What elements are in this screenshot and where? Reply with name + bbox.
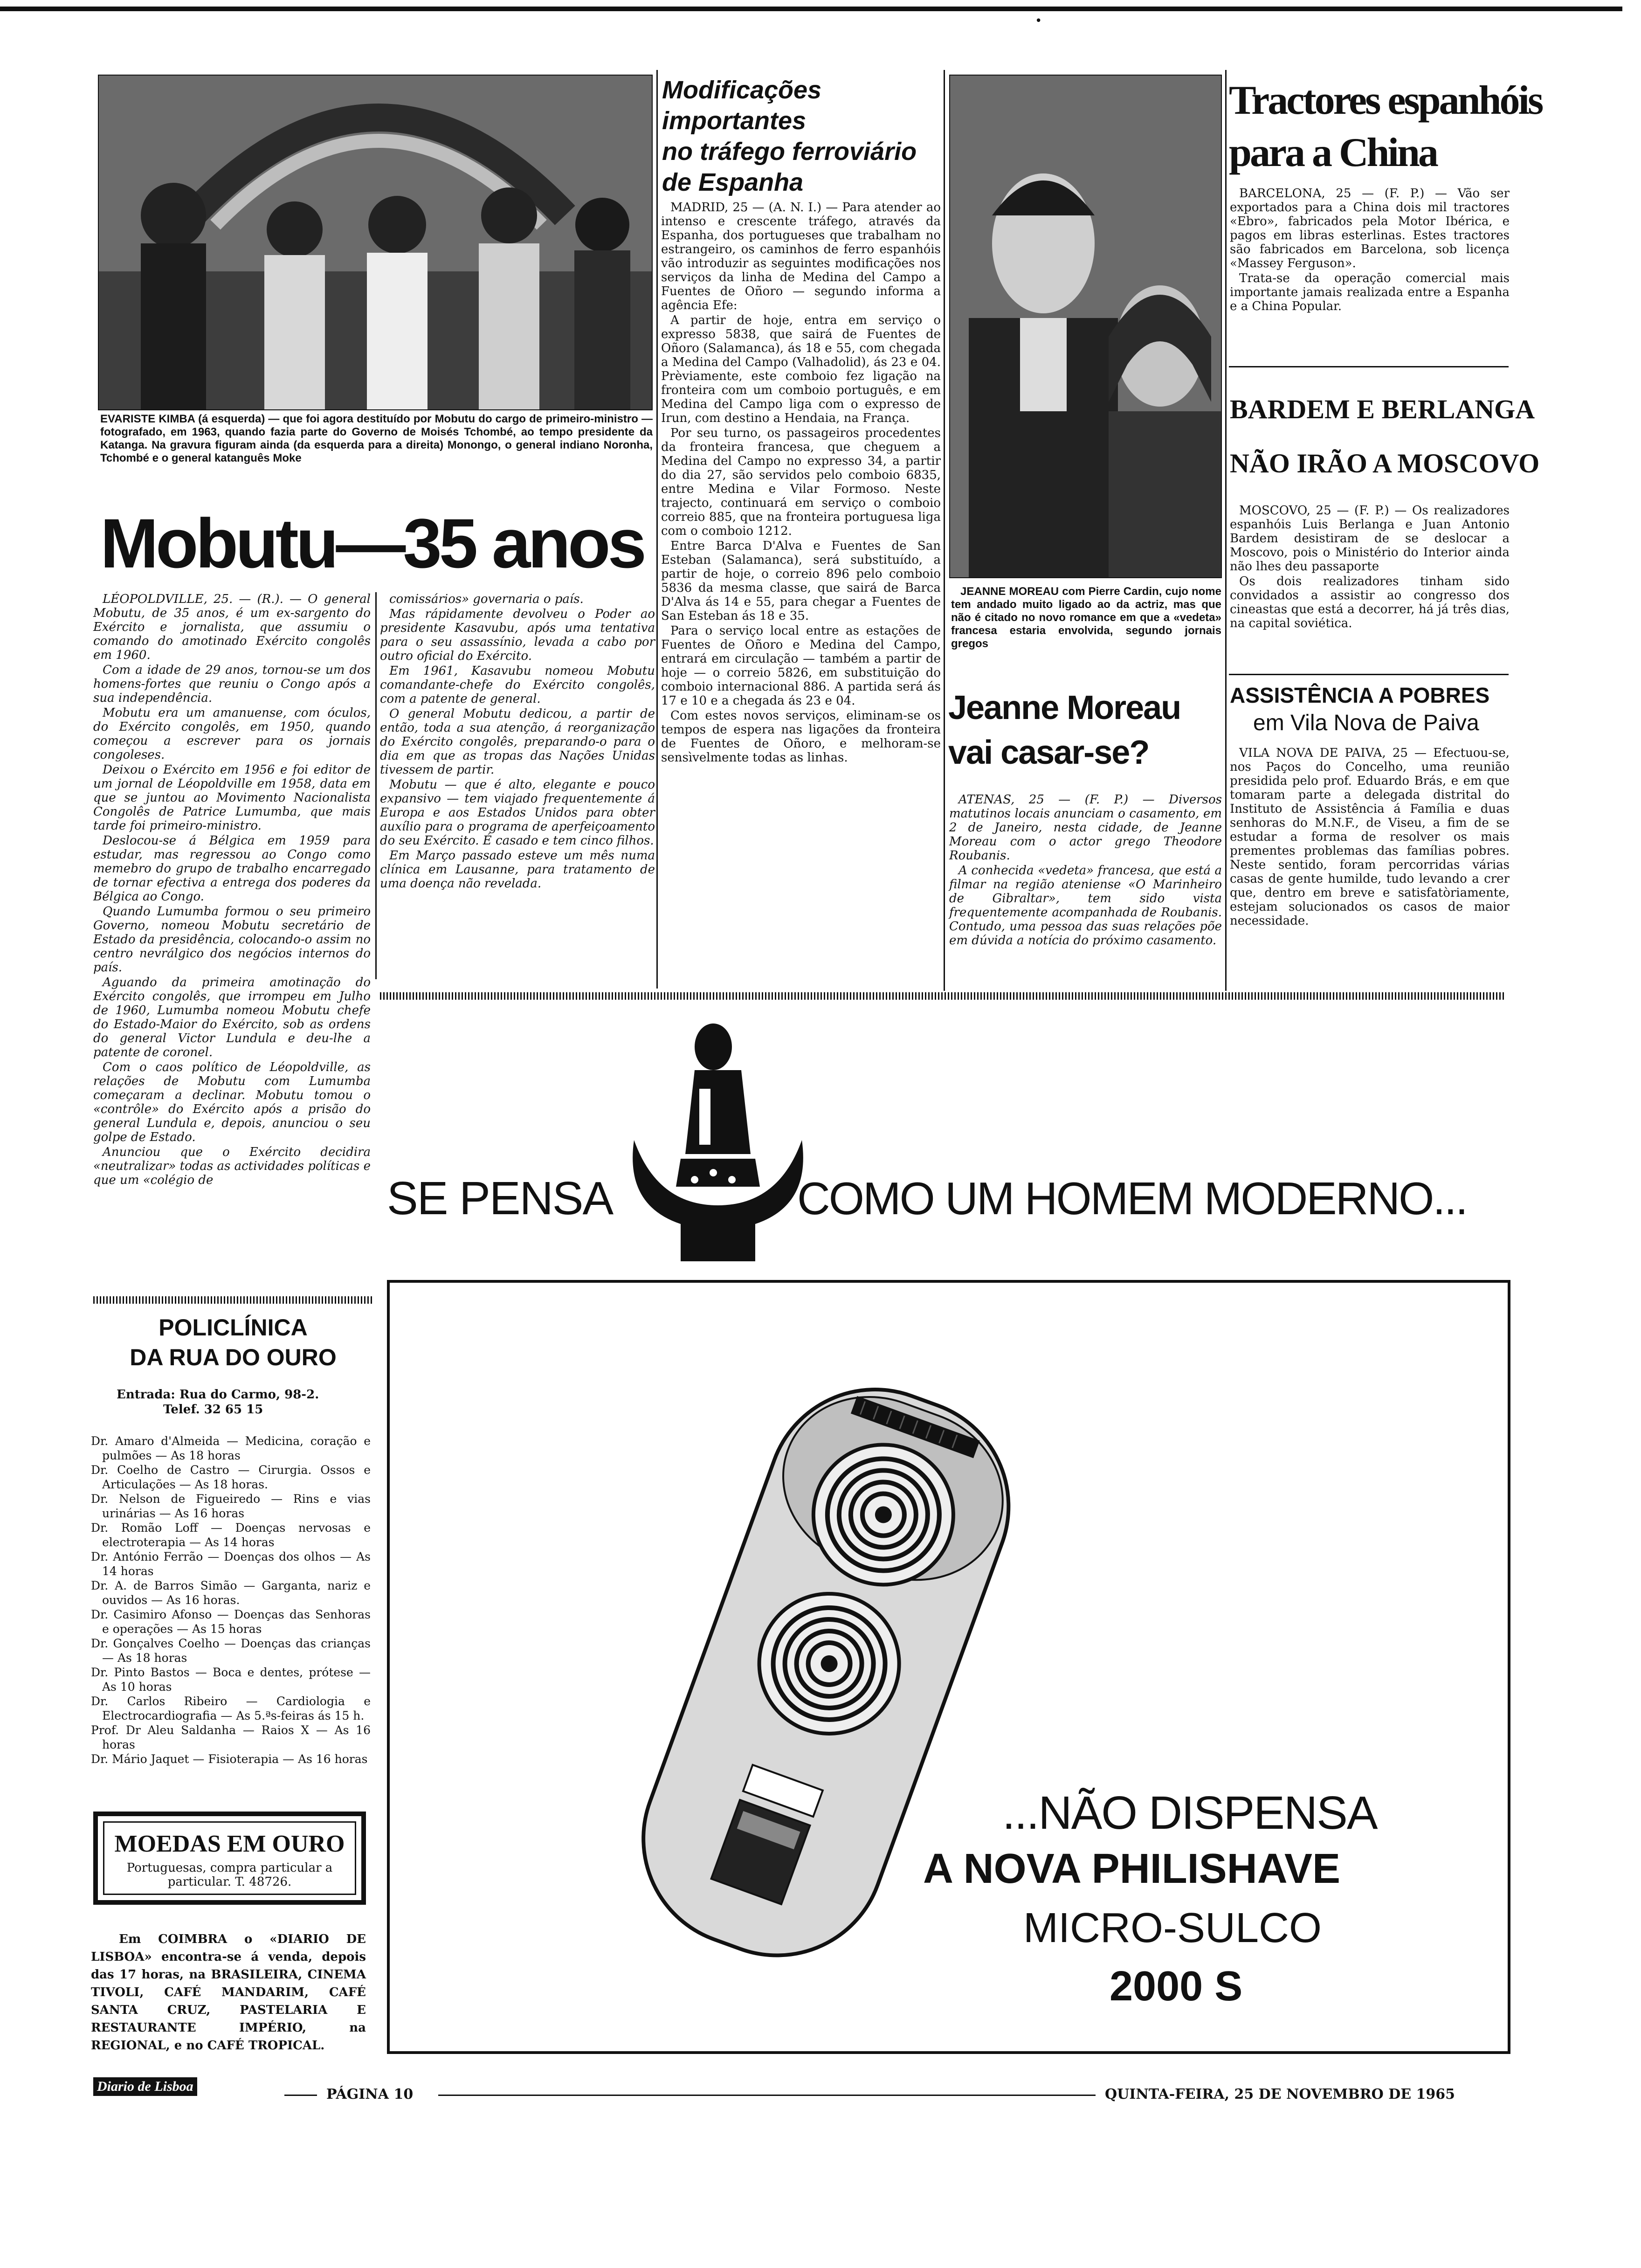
tractores-headline-line: Tractores espanhóis — [1229, 78, 1542, 123]
mobutu-p: Anunciou que o Exército decidira «neutralizar» todas as actividades políticas e que um «colégio de — [93, 1145, 371, 1187]
policlinica-address: Entrada: Rua do Carmo, 98-2. — [117, 1388, 319, 1402]
col-rule — [656, 70, 658, 989]
doctor-entry: Dr. Gonçalves Coelho — Doenças das crianças — As 18 horas — [91, 1637, 371, 1665]
thinking-man-chair-image — [625, 1019, 811, 1261]
moreau-caption: JEANNE MOREAU com Pierre Cardin, cujo nome tem andado muito ligado ao da actriz, mas que não é citado no novo romance em que a «vedeta» francesa estaria envolvida, segundo jornais gregos — [951, 585, 1221, 650]
mobutu-p: comissários» governaria o país. — [389, 592, 584, 606]
section-rule — [1229, 366, 1509, 367]
mobutu-p: Deixou o Exército em 1956 e foi editor de um jornal de Léopoldville em 1958, data em que se juntou ao Movimento Nacionalista Congolês de Patrice Lumumba, que mais tarde foi primeiro-ministro. — [93, 763, 371, 833]
policlinica-title — [93, 1313, 373, 1372]
doctor-entry: Dr. A. de Barros Simão — Garganta, nariz e ouvidos — As 16 horas. — [91, 1579, 371, 1607]
tractores-body — [1230, 187, 1510, 314]
moreau-p: ATENAS, 25 — (F. P.) — Diversos matutinos locais anunciam o casamento, em 2 de Janeiro, nesta cidade, de Jeanne Moreau com o actor grego Theodore Roubanis. — [949, 793, 1222, 863]
assistencia-headline-line: em Vila Nova de Paiva — [1253, 711, 1479, 735]
ferroviario-p: Com estes novos serviços, eliminam-se os tempos de espera nas ligações da fronteira de Fuentes de Oñoro, e melhoram-se sensìvelmente todas as linhas. — [661, 709, 941, 765]
mobutu-p: Com o caos político de Léopoldville, as relações de Mobutu com Lumumba começaram a declinar. Mobutu tomou o «contrôle» do Exército após a prisão do general Lundula e, depois, anunciou o seu golpe de Estado. — [93, 1060, 371, 1144]
kimba-photo — [98, 75, 653, 410]
mobutu-stripe — [93, 1296, 373, 1304]
ferroviario-p: MADRID, 25 — (A. N. I.) — Para atender ao intenso e crescente tráfego, através da Espanha, dos portugueses que trabalham no estrangeiro, os caminhos de ferro espanhóis vão introduzir as seguintes modificações nos serviços da linha de Medina del Campo a Fuentes de Oñoro — segundo informa a agência Efe: — [661, 201, 941, 312]
ferroviario-headline-line: de Espanha — [662, 168, 804, 196]
tractores-p: BARCELONA, 25 — (F. P.) — Vão ser exportados para a China dois mil tractores «Ebro», fabricados pela Motor Ibérica, e pagos em libras esterlinas. Estes tractores são fabricados em Barcelona, sob licença «Massey Ferguson». — [1230, 187, 1510, 270]
mobutu-p: Com a idade de 29 anos, tornou-se um dos homens-fortes que reuniu o Congo após a sua independência. — [93, 663, 371, 705]
assistencia-p: VILA NOVA DE PAIVA, 25 — Efectuou-se, nos Paços do Concelho, uma reunião presidida pelo prof. Eduardo Brás, e em que tomaram parte a delegada distrital do Instituto de Assistência á Família e duas senhoras do M.N.F., de Viseu, a fim de se estudar a forma de resolver os mais prementes problemas das famílias pobres. Neste sentido, foram percorridas várias casas de gente humilde, tudo levando a crer que, dentro em breve e satisfatòriamente, estejam solucionados os casos de maior necessidade. — [1230, 746, 1510, 928]
ferroviario-p: Entre Barca D'Alva e Fuentes de San Esteban (Salamanca), será substituído, a partir de hoje, o correio 896 pelo comboio 5836 da mesma classe, que sairá de Barca D'Alva ás 14 e 55, para chegar a Fuentes de San Esteban ás 18 e 35. — [661, 539, 941, 623]
tractores-headline-line: para a China — [1229, 130, 1437, 175]
ferroviario-headline-line: Modificações — [662, 76, 822, 104]
ferroviario-headline — [662, 75, 942, 198]
section-rule — [1229, 674, 1509, 675]
mobutu-p: Em Março passado esteve um mês numa clínica em Lausanne, para tratamento de uma doença não revelada. — [380, 849, 655, 891]
bardem-p: MOSCOVO, 25 — (F. P.) — Os realizadores espanhóis Luis Berlanga e Juan Antonio Bardem desistiram de se deslocar a Moscovo, pois o Ministério do Interior ainda não lhes deu passaporte — [1230, 504, 1510, 574]
col-rule — [1225, 70, 1227, 991]
moreau-headline — [948, 685, 1223, 775]
policlinica-phone: Telef. 32 65 15 — [163, 1403, 263, 1417]
doctor-entry: Dr. António Ferrão — Doenças dos olhos — As 14 horas — [91, 1550, 371, 1578]
bardem-p: Os dois realizadores tinham sido convidados a assistir ao congresso dos cineastas que está a decorrer, há já três dias, na capital soviética. — [1230, 574, 1510, 630]
top-rule — [0, 7, 1622, 11]
tractores-headline — [1229, 75, 1542, 179]
doctor-entry: Dr. Amaro d'Almeida — Medicina, coração e pulmões — As 18 horas — [91, 1434, 371, 1462]
ad-line5: 2000 S — [1110, 1963, 1243, 2010]
bardem-body — [1230, 504, 1510, 631]
bardem-headline — [1230, 382, 1540, 491]
col-rule — [375, 592, 377, 979]
ad-line4: MICRO-SULCO — [1023, 1905, 1322, 1951]
doctor-entry: Prof. Dr Aleu Saldanha — Raios X — As 16 horas — [91, 1723, 371, 1751]
kimba-caption: EVARISTE KIMBA (á esquerda) — que foi agora destituído por Mobutu do cargo de primeiro-ministro — fotografado, em 1963, quando fazia parte do Governo de Moisés Tchombé, ao tempo presidente da Katanga. Na gravura figuram ainda (da esquerda para a direita) Monongo, o general indiano Noronha, Tchombé e o general katanguês Moke — [100, 413, 653, 464]
mobutu-p: Aguando da primeira amotinação do Exército congolês, que irrompeu em Julho de 1960, Lumumba nomeou Mobutu chefe do Estado-Maior do Exército, sob as ordens do general Victor Lundula e deu-lhe a patente de coronel. — [93, 975, 371, 1059]
doctor-entry: Dr. Casimiro Afonso — Doenças das Senhoras e operações — As 15 horas — [91, 1608, 371, 1636]
ferroviario-p: Para o serviço local entre as estações de Fuentes de Oñoro e Medina del Campo, entrará em circulação — também a partir de hoje — o correio 5826, em substituição do comboio internacional 886. A partida será ás 17 e 10 e a chegada ás 23 e 04. — [661, 624, 941, 708]
ad-figure — [625, 1019, 811, 1261]
mobutu-p: Mobutu — que é alto, elegante e pouco expansivo — tem viajado frequentemente á Europa e aos Estados Unidos para obter auxílio para o programa de aperfeiçoamento do seu Exército. É casado e tem cinco filhos. — [380, 778, 655, 848]
moreau-p: A conhecida «vedeta» francesa, que está a filmar na região ateniense «O Marinheiro de Gibraltar», tem sido vista frequentemente acompanhada de Roubanis. Contudo, uma pessoa das suas relações põe em dúvida a notícia do próximo casamento. — [949, 864, 1222, 947]
ad-line2: ...NÃO DISPENSA — [1002, 1787, 1377, 1839]
ad-line1-right: COMO UM HOMEM MODERNO... — [797, 1173, 1467, 1224]
mobutu-p: Mas rápidamente devolveu o Poder ao presidente Kasavubu, após uma tentativa para o seu assassínio, levada a cabo por outro oficial do Exército. — [380, 607, 655, 663]
col-rule — [944, 70, 945, 991]
moreau-photo — [949, 75, 1222, 578]
assistencia-headline-line: ASSISTÊNCIA A POBRES — [1230, 683, 1490, 707]
ferroviario-headline-line: no tráfego ferroviário — [662, 138, 917, 166]
moedas-box — [93, 1812, 366, 1905]
policlinica-title-line: DA RUA DO OURO — [130, 1344, 337, 1370]
mobutu-p: Em 1961, Kasavubu nomeou Mobutu comandante-chefe do Exército congolês, com a patente de general. — [380, 664, 655, 706]
ad-line1-left: SE PENSA — [387, 1172, 613, 1224]
policlinica-doctors — [91, 1434, 371, 1766]
mobutu-p: LÉOPOLDVILLE, 25. — (R.). — O general Mobutu, de 35 anos, é um ex-sargento do Exército e jornalista, que assumiu o comando do amotinado Exército congolês em 1960. — [93, 592, 371, 662]
coimbra-notice: Em COIMBRA o «DIARIO DE LISBOA» encontra-se á venda, depois das 17 horas, na BRASILEIRA, CINEMA TIVOLI, CAFÉ MANDARIM, CAFÉ SANTA CRUZ, PASTELARIA E RESTAURANTE IMPÉRIO, na REGIONAL, e no CAFÉ TROPICAL. — [91, 1932, 366, 2053]
bardem-headline-line: BARDEM E BERLANGA — [1230, 394, 1535, 424]
bardem-headline-line: NÃO IRÃO A MOSCOVO — [1230, 448, 1540, 478]
ferroviario-body — [661, 201, 941, 766]
ferroviario-p: Por seu turno, os passageiros procedentes da fronteira francesa, que cheguem a Medina del Campo no expresso 34, a partir do dia 27, são servidos pelo comboio 6835, entre Medina e Vilar Formoso. Neste trajecto, continuará em serviço o comboio correio 885, que na fronteira portuguesa liga com o comboio 1212. — [661, 426, 941, 538]
footer-rule — [438, 2095, 1096, 2096]
tractores-p: Trata-se da operação comercial mais importante jamais realizada entre a Espanha e a China Popular. — [1230, 271, 1510, 313]
mobutu-headline: Mobutu—35 anos — [100, 504, 644, 582]
footer-page: PÁGINA 10 — [326, 2086, 414, 2102]
ad-line3: A NOVA PHILISHAVE — [923, 1846, 1341, 1892]
mobutu-p: Quando Lumumba formou o seu primeiro Governo, nomeou Mobutu secretário de Estado da presidência, colocando-o assim no centro nevrálgico dos negócios internos do país. — [93, 905, 371, 975]
moreau-headline-line: Jeanne Moreau — [948, 689, 1181, 726]
section-stripe — [380, 992, 1506, 1000]
mobutu-col2 — [380, 592, 655, 892]
footer-logo: Diario de Lisboa — [93, 2077, 197, 2096]
mobutu-p: O general Mobutu dedicou, a partir de então, toda a sua atenção, á reorganização do Exército congolês, preparando-o para o dia em que as tropas das Nações Unidas tivessem de partir. — [380, 707, 655, 777]
moreau-photo-image — [950, 76, 1222, 578]
mobutu-col1 — [93, 592, 371, 1188]
mobutu-p: Deslocou-se á Bélgica em 1959 para estudar, mas regressou ao Congo como memebro do grupo de trabalho encarregado de tornar efectiva a entrega dos poderes da Bélgica ao Congo. — [93, 834, 371, 904]
doctor-entry: Dr. Nelson de Figueiredo — Rins e vias urinárias — As 16 horas — [91, 1492, 371, 1520]
mobutu-p: Mobutu era um amanuense, com óculos, do Exército congolês, em 1950, quando começou a escrever para os jornais congoleses. — [93, 706, 371, 762]
footer-rule — [284, 2095, 317, 2096]
doctor-entry: Dr. Pinto Bastos — Boca e dentes, prótese — As 10 horas — [91, 1666, 371, 1694]
assistencia-headline — [1230, 682, 1510, 738]
ferroviario-headline-line: importantes — [662, 107, 807, 135]
policlinica-title-line: POLICLÍNICA — [159, 1314, 308, 1341]
footer-date: QUINTA-FEIRA, 25 DE NOVEMBRO DE 1965 — [1105, 2086, 1455, 2102]
assistencia-body — [1230, 746, 1510, 929]
doctor-entry: Dr. Coelho de Castro — Cirurgia. Ossos e Articulações — As 18 horas. — [91, 1463, 371, 1491]
moedas-text: Portuguesas, compra particular a particular. T. 48726. — [126, 1861, 333, 1889]
moreau-headline-line: vai casar-se? — [948, 734, 1149, 771]
moedas-title: MOEDAS EM OURO — [114, 1831, 345, 1857]
moreau-body — [949, 793, 1222, 948]
ferroviario-p: A partir de hoje, entra em serviço o expresso 5838, que sairá de Fuentes de Oñoro (Salamanca), ás 18 e 55, com chegada a Medina del Campo (Valhadolid), ás 23 e 04. Prèviamente, este comboio fez ligação na fronteira com um comboio português, e em Medina del Campo liga com o expresso de Irun, com destino a Hendaia, na França. — [661, 313, 941, 425]
doctor-entry: Dr. Mário Jaquet — Fisioterapia — As 16 horas — [91, 1752, 368, 1766]
doctor-entry: Dr. Romão Loff — Doenças nervosas e electroterapia — As 14 horas — [91, 1521, 371, 1549]
kimba-photo-image — [99, 76, 653, 410]
doctor-entry: Dr. Carlos Ribeiro — Cardiologia e Electrocardiografia — As 5.ªs-feiras ás 15 h. — [91, 1694, 371, 1722]
top-mark: • — [1035, 14, 1042, 28]
